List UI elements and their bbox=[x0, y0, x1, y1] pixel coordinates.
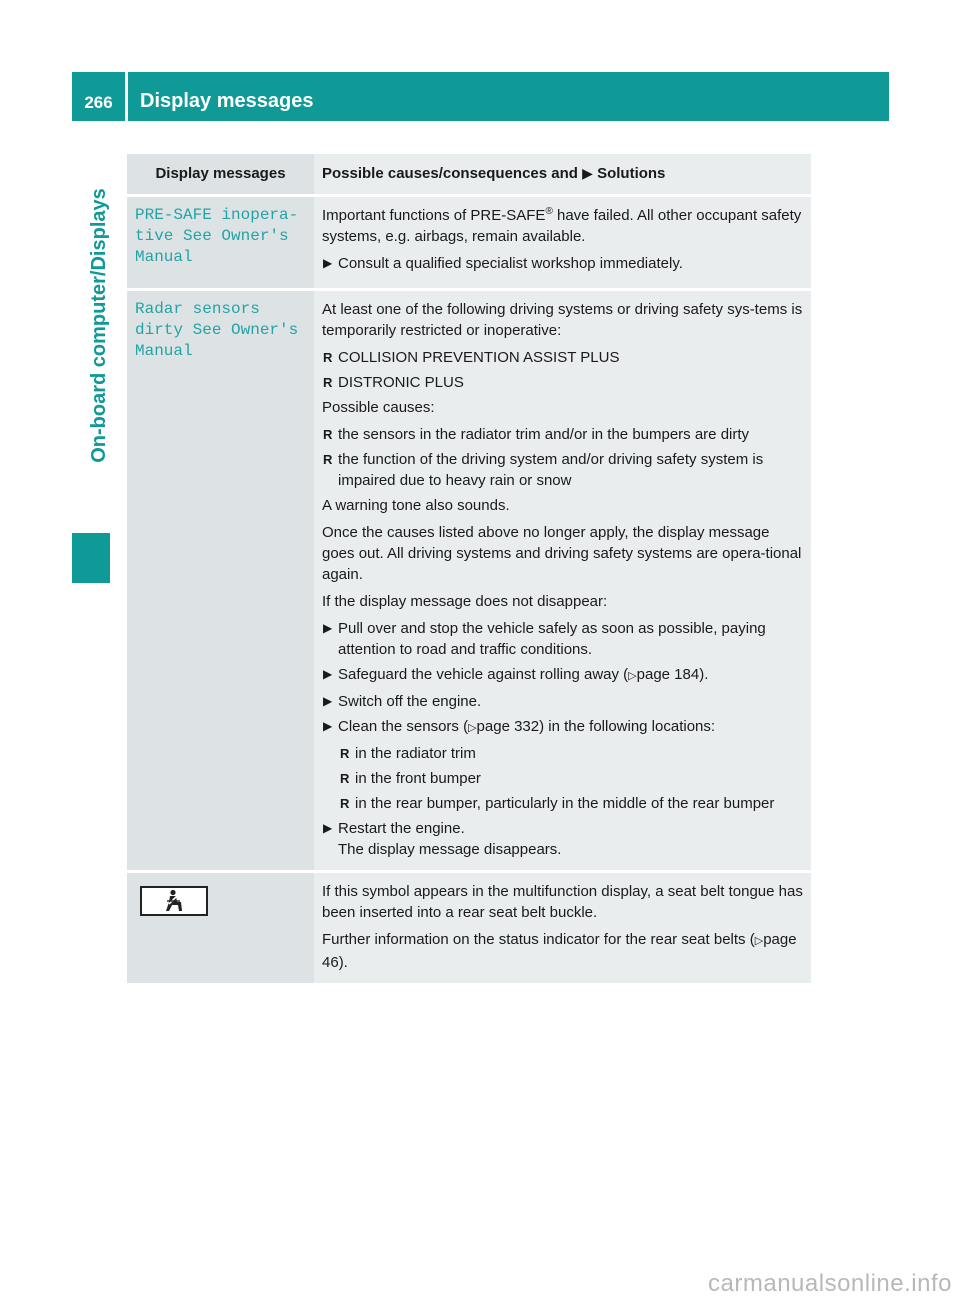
display-message-code: PRE-SAFE inopera‐ tive See Owner's Manual bbox=[135, 206, 299, 266]
section-marker bbox=[72, 533, 110, 583]
bullet-icon: R bbox=[323, 375, 333, 390]
paragraph: Further information on the status indicator for the rear seat belts (▷page 46). bbox=[322, 931, 797, 971]
table-row-solution bbox=[314, 291, 811, 870]
list-item: R COLLISION PREVENTION ASSIST PLUS bbox=[323, 349, 620, 366]
paragraph: Important functions of PRE-SAFE® have failed. All other occupant safety systems, e.g. airbags, remain available. bbox=[322, 206, 802, 245]
list-item: R in the front bumper bbox=[340, 770, 481, 787]
page-ref-link[interactable]: page 332 bbox=[476, 718, 540, 735]
table-row-message bbox=[127, 873, 314, 983]
col2-header bbox=[314, 154, 811, 194]
action-arrow-icon: ▶ bbox=[323, 719, 333, 733]
bullet-icon: R bbox=[323, 350, 333, 365]
seat-belt-icon bbox=[140, 886, 208, 916]
action-step: ▶ Restart the engine. The display message disappears. bbox=[323, 820, 562, 858]
section-tab bbox=[84, 120, 114, 530]
bullet-icon: R bbox=[340, 796, 350, 811]
paragraph: Possible causes: bbox=[322, 399, 435, 416]
action-arrow-icon: ▶ bbox=[323, 256, 333, 270]
table-row-solution bbox=[314, 197, 811, 288]
ref-triangle-icon: ▷ bbox=[628, 670, 637, 682]
paragraph: At least one of the following driving systems or driving safety sys-tems is temporarily restricted or inoperative: bbox=[322, 301, 803, 339]
page-ref-link[interactable]: page 184 bbox=[636, 666, 700, 683]
list-item: R DISTRONIC PLUS bbox=[323, 374, 464, 391]
display-message-code: Radar sensors dirty See Owner's Manual bbox=[135, 300, 299, 360]
list-item: R in the radiator trim bbox=[340, 745, 476, 762]
page-ref-link[interactable]: page 46 bbox=[322, 931, 797, 971]
bullet-icon: R bbox=[340, 771, 350, 786]
action-arrow-icon: ▶ bbox=[323, 821, 333, 835]
action-result: The display message disappears. bbox=[338, 841, 562, 858]
col2-header-text: Possible causes/consequences and bbox=[322, 165, 583, 182]
action-step: ▶ Safeguard the vehicle against rolling away (▷page 184). bbox=[323, 666, 709, 683]
action-step: ▶ Switch off the engine. bbox=[323, 693, 482, 710]
action-arrow-icon: ▶ bbox=[323, 621, 333, 635]
bullet-icon: R bbox=[323, 427, 333, 442]
bullet-icon: R bbox=[323, 452, 333, 467]
paragraph: If this symbol appears in the multifunction display, a seat belt tongue has been inserted into a rear seat belt buckle. bbox=[322, 883, 803, 921]
paragraph: A warning tone also sounds. bbox=[322, 497, 510, 514]
ref-triangle-icon: ▷ bbox=[468, 722, 477, 734]
page-number: 266 bbox=[72, 72, 125, 121]
action-arrow-icon: ▶ bbox=[323, 694, 333, 708]
watermark: carmanualsonline.info bbox=[708, 1270, 952, 1297]
action-step: ▶ Pull over and stop the vehicle safely as soon as possible, paying attention to road and traffic conditions. bbox=[323, 620, 766, 658]
bullet-icon: R bbox=[340, 746, 350, 761]
action-step: ▶ Clean the sensors (▷page 332) in the following locations: bbox=[323, 718, 716, 735]
seat-belt-icon-graphic bbox=[161, 889, 187, 913]
table-row-message bbox=[127, 197, 314, 288]
action-arrow-icon: ▶ bbox=[582, 165, 593, 181]
list-item: R the function of the driving system and/or driving safety system is impaired due to heavy rain or snow bbox=[323, 451, 764, 489]
display-messages-table bbox=[127, 154, 811, 983]
list-item: R the sensors in the radiator trim and/or in the bumpers are dirty bbox=[323, 426, 750, 443]
paragraph: Once the causes listed above no longer apply, the display message goes out. All driving systems and driving safety systems are opera-tional again. bbox=[322, 524, 802, 583]
ref-triangle-icon: ▷ bbox=[754, 935, 764, 947]
col2-header-solutions: Solutions bbox=[592, 165, 666, 182]
list-item: R in the rear bumper, particularly in the middle of the rear bumper bbox=[340, 795, 775, 812]
page-title: Display messages bbox=[128, 72, 889, 121]
action-step: ▶ Consult a qualified specialist workshop immediately. bbox=[323, 255, 683, 272]
col1-header: Display messages bbox=[127, 154, 314, 194]
paragraph: If the display message does not disappear: bbox=[322, 593, 608, 610]
section-title: On-board computer/Displays bbox=[87, 187, 110, 463]
table-row-solution bbox=[314, 873, 811, 983]
action-arrow-icon: ▶ bbox=[323, 667, 333, 681]
table-row-message bbox=[127, 291, 314, 870]
